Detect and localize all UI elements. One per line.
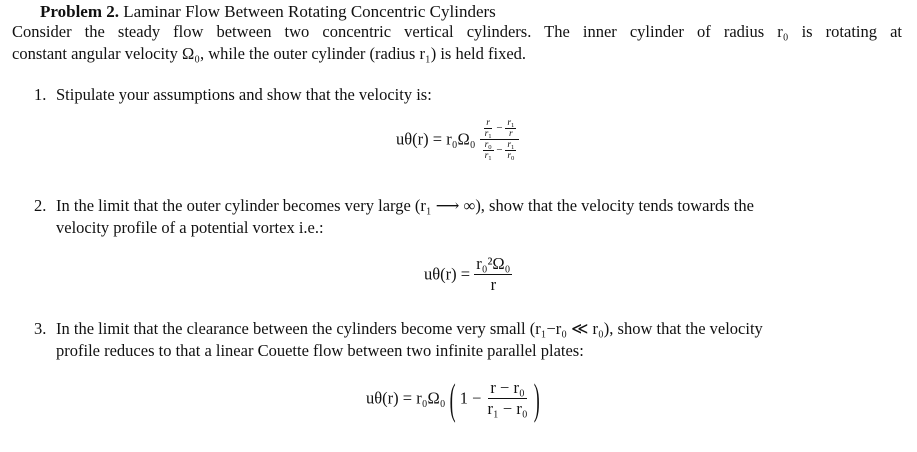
intro-line-2: constant angular velocity Ω₀, while the outer cylinder (radius r₁) is held fixed. (12, 44, 527, 63)
item-2 (34, 195, 754, 239)
equation-3-lhs: uθ(r) = r₀Ω₀ (366, 388, 446, 408)
equation-2 (424, 254, 512, 295)
item-3 (34, 318, 763, 362)
item-2-line-2: velocity profile of a potential vortex i.e.: (56, 218, 324, 237)
item-1-number: 1. (34, 85, 47, 104)
item-2-line-1: In the limit that the outer cylinder becomes very large (r₁ ⟶ ∞), show that the velocity tends towards the (56, 196, 754, 215)
item-3-line-1: In the limit that the clearance between the cylinders become very small (r₁−r₀ ≪ r₀), show that the velocity (56, 319, 763, 338)
equation-2-fraction (474, 254, 512, 295)
problem-intro (12, 21, 902, 65)
problem-label: Problem 2. (40, 2, 120, 21)
item-3-number: 3. (34, 319, 47, 338)
equation-3-one: 1 − (459, 388, 482, 408)
equation-3-denominator: r₁ − r₀ (487, 399, 528, 418)
equation-1-lhs: uθ(r) = r₀Ω₀ (396, 129, 476, 149)
equation-3-fraction (486, 378, 530, 419)
item-1 (34, 84, 432, 106)
item-3-line-2: profile reduces to that a linear Couette flow between two infinite parallel plates: (56, 341, 584, 360)
right-paren: ) (533, 374, 540, 423)
equation-2-numerator: r₀²Ω₀ (476, 254, 511, 273)
intro-line-1: Consider the steady flow between two concentric vertical cylinders. The inner cylinder of radius r₀ is rotating at (12, 22, 902, 41)
left-paren: ( (449, 374, 456, 423)
item-1-text: Stipulate your assumptions and show that the velocity is: (56, 85, 432, 104)
equation-3-numerator: r − r₀ (490, 378, 525, 397)
equation-2-lhs: uθ(r) = (424, 264, 471, 284)
problem-heading (40, 2, 496, 22)
equation-1 (396, 118, 519, 161)
item-2-number: 2. (34, 196, 47, 215)
equation-3 (366, 374, 540, 423)
equation-1-fraction: $\frac{r}{r_1}$ − $\frac{r_1}{r}$ $\frac{r_0}{r_1}$ − $\frac{r_1}{r_0}$ (480, 118, 520, 161)
equation-2-denominator: r (490, 275, 497, 294)
problem-title: Laminar Flow Between Rotating Concentric Cylinders (123, 2, 496, 21)
